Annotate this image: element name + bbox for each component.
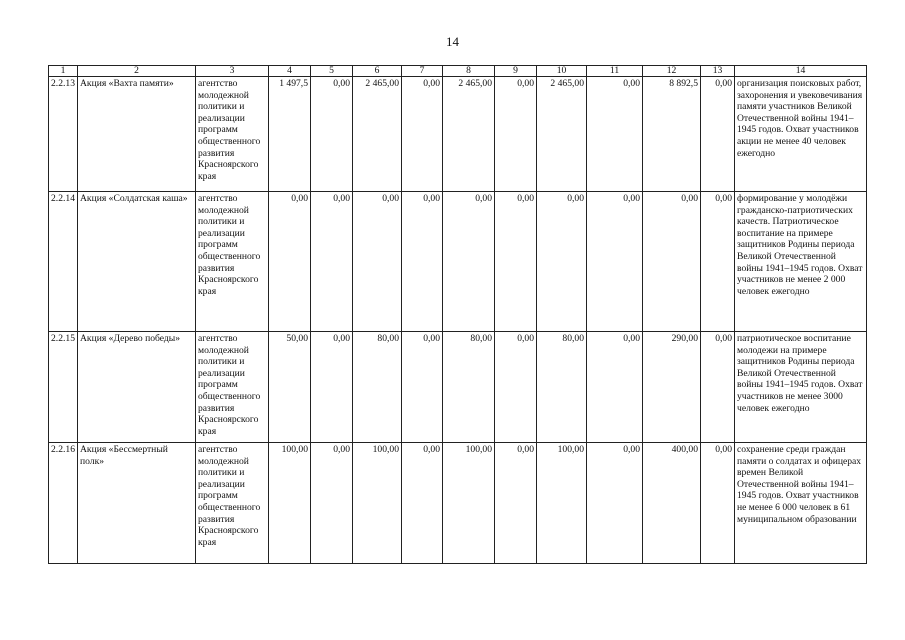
row-id: 2.2.15: [49, 332, 78, 443]
event-name: Акция «Дерево победы»: [78, 332, 196, 443]
agency: агентство молодежной политики и реализации программ общественного развития Красноярского края: [196, 77, 269, 192]
table-row: [49, 192, 867, 332]
value-cell: 0,00: [402, 443, 443, 564]
value-cell: 50,00: [269, 332, 311, 443]
value-cell: 100,00: [269, 443, 311, 564]
program-table: [48, 65, 867, 564]
value-cell: 0,00: [443, 192, 495, 332]
value-cell: 0,00: [402, 192, 443, 332]
value-cell: 0,00: [495, 192, 537, 332]
header-cell: 2: [78, 66, 196, 77]
header-cell: 8: [443, 66, 495, 77]
row-id: 2.2.14: [49, 192, 78, 332]
expected-result: патриотическое воспитание молодежи на примере защитников Родины периода Великой Отечественной войны 1941–1945 годов. Охват участников не менее 3000 человек ежегодно: [735, 332, 867, 443]
header-cell: 11: [587, 66, 643, 77]
value-cell: 0,00: [701, 332, 735, 443]
value-cell: 0,00: [587, 77, 643, 192]
header-cell: 10: [537, 66, 587, 77]
value-cell: 0,00: [587, 332, 643, 443]
value-cell: 100,00: [353, 443, 402, 564]
header-cell: 7: [402, 66, 443, 77]
header-cell: 4: [269, 66, 311, 77]
value-cell: 0,00: [587, 192, 643, 332]
value-cell: 0,00: [311, 332, 353, 443]
table-row: [49, 332, 867, 443]
value-cell: 8 892,5: [643, 77, 701, 192]
expected-result: сохранение среди граждан памяти о солдатах и офицерах времен Великой Отечественной войны 1941–1945 годов. Охват участников не менее 6 000 человек в 61 муниципальном образовании: [735, 443, 867, 564]
value-cell: 0,00: [643, 192, 701, 332]
page-number: 14: [446, 34, 459, 49]
value-cell: 0,00: [701, 77, 735, 192]
row-id: 2.2.16: [49, 443, 78, 564]
header-cell: 3: [196, 66, 269, 77]
expected-result: формирование у молодёжи гражданско-патриотических качеств. Патриотическое воспитание на примере защитников Родины периода Великой Отечественной войны 1941–1945 годов. Охват участников не менее 2 000 человек ежегодно: [735, 192, 867, 332]
table-row: [49, 443, 867, 564]
value-cell: 400,00: [643, 443, 701, 564]
value-cell: 0,00: [587, 443, 643, 564]
value-cell: 100,00: [537, 443, 587, 564]
value-cell: 0,00: [495, 443, 537, 564]
value-cell: 0,00: [495, 77, 537, 192]
header-cell: 5: [311, 66, 353, 77]
value-cell: 0,00: [311, 77, 353, 192]
value-cell: 1 497,5: [269, 77, 311, 192]
header-cell: 13: [701, 66, 735, 77]
value-cell: 0,00: [495, 332, 537, 443]
value-cell: 290,00: [643, 332, 701, 443]
value-cell: 0,00: [353, 192, 402, 332]
event-name: Акция «Солдатская каша»: [78, 192, 196, 332]
agency: агентство молодежной политики и реализации программ общественного развития Красноярского края: [196, 332, 269, 443]
header-row: [49, 66, 867, 77]
agency: агентство молодежной политики и реализации программ общественного развития Красноярского края: [196, 443, 269, 564]
event-name: Акция «Бессмертный полк»: [78, 443, 196, 564]
value-cell: 2 465,00: [537, 77, 587, 192]
row-id: 2.2.13: [49, 77, 78, 192]
value-cell: 0,00: [701, 192, 735, 332]
value-cell: 80,00: [443, 332, 495, 443]
value-cell: 100,00: [443, 443, 495, 564]
expected-result: организация поисковых работ, захоронения и увековечивания памяти участников Великой Отечественной войны 1941–1945 годов. Охват участников акции не менее 40 человек ежегодно: [735, 77, 867, 192]
value-cell: 2 465,00: [353, 77, 402, 192]
agency: агентство молодежной политики и реализации программ общественного развития Красноярского края: [196, 192, 269, 332]
header-cell: 14: [735, 66, 867, 77]
header-cell: 12: [643, 66, 701, 77]
event-name: Акция «Вахта памяти»: [78, 77, 196, 192]
header-cell: 6: [353, 66, 402, 77]
value-cell: 0,00: [311, 192, 353, 332]
value-cell: 0,00: [311, 443, 353, 564]
value-cell: 80,00: [353, 332, 402, 443]
value-cell: 0,00: [701, 443, 735, 564]
value-cell: 0,00: [537, 192, 587, 332]
value-cell: 0,00: [269, 192, 311, 332]
value-cell: 80,00: [537, 332, 587, 443]
value-cell: 0,00: [402, 77, 443, 192]
header-cell: 1: [49, 66, 78, 77]
value-cell: 2 465,00: [443, 77, 495, 192]
value-cell: 0,00: [402, 332, 443, 443]
header-cell: 9: [495, 66, 537, 77]
table-row: [49, 77, 867, 192]
